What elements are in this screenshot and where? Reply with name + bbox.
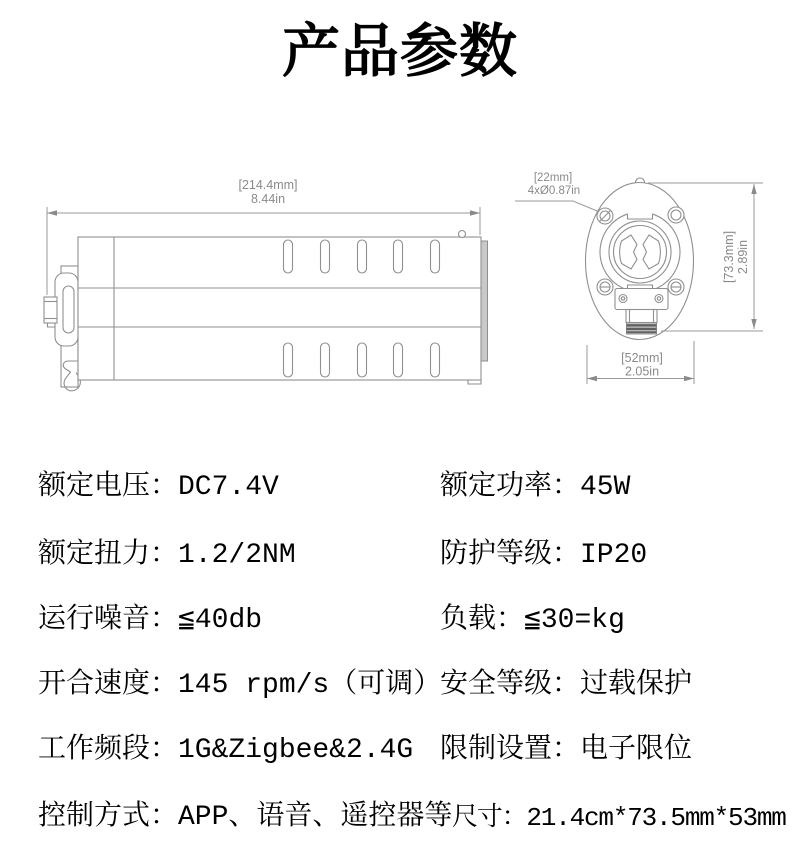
spec-dimensions: 尺寸：21.4cm*73.5mm*53mm	[452, 803, 786, 833]
spec-operating-noise: 运行噪音：≦40db	[38, 605, 263, 636]
spec-safety-level: 安全等级：过载保护	[440, 670, 693, 701]
spec-control-method: 控制方式：APP、语音、遥控器等	[38, 802, 453, 833]
hole-dim-count-label: 4xØ0.87in	[527, 185, 581, 197]
width-dim-mm-label: [52mm]	[621, 351, 663, 365]
spec-load: 负载：≦30=kg	[440, 605, 625, 636]
width-dim-in-label: 2.05in	[624, 364, 660, 379]
spec-protection-rating: 防护等级：IP20	[440, 540, 648, 571]
height-dim-in-label: 2.89in	[736, 239, 750, 275]
height-dim-mm-label: [73.3mm]	[722, 230, 736, 284]
hole-dim-mm-label: [22mm]	[533, 172, 573, 184]
spec-open-close-speed: 开合速度：145 rpm/s（可调）	[38, 670, 442, 701]
spec-rated-power: 额定功率：45W	[440, 472, 631, 503]
length-dim-in-label: 8.44in	[250, 192, 286, 206]
spec-rated-voltage: 额定电压：DC7.4V	[38, 472, 279, 503]
spec-frequency-band: 工作频段：1G&Zigbee&2.4G	[38, 735, 414, 766]
page-title: 产品参数	[281, 19, 518, 84]
spec-rated-torque: 额定扭力：1.2/2NM	[38, 540, 296, 571]
length-dim-mm-label: [214.4mm]	[238, 178, 298, 192]
spec-limit-setting: 限制设置：电子限位	[440, 735, 693, 766]
